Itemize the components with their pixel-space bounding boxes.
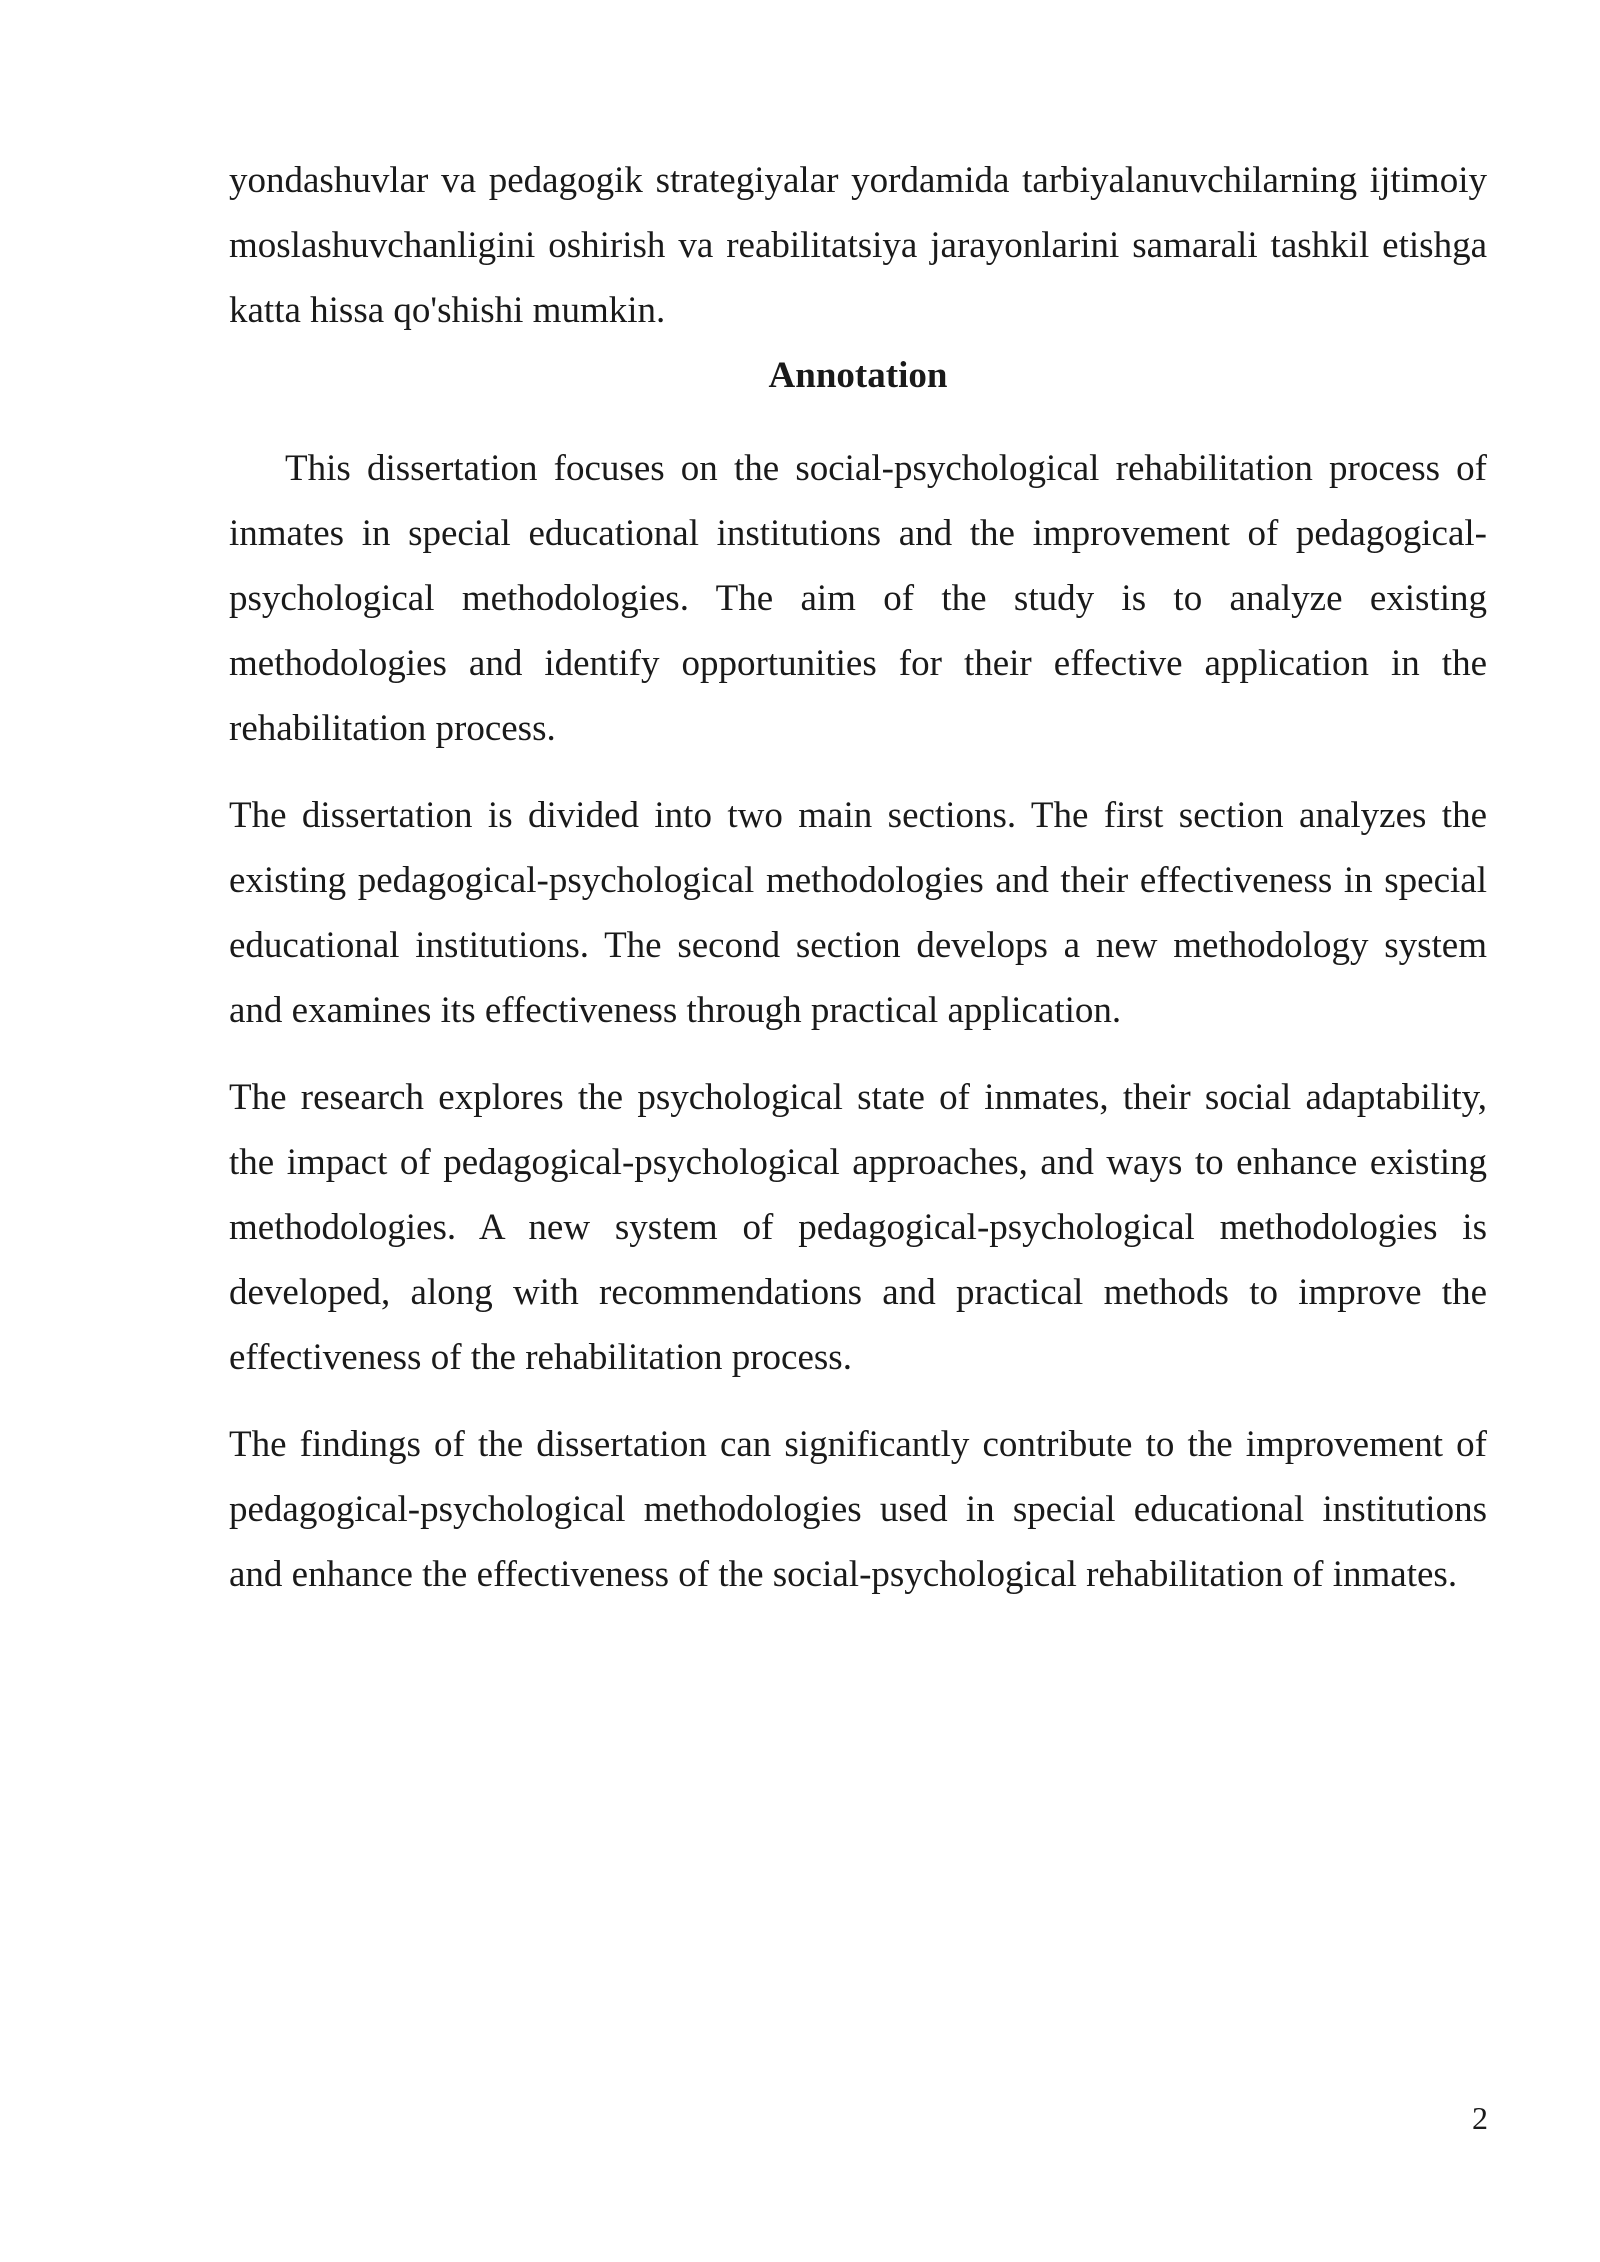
annotation-paragraph-1: This dissertation focuses on the social-psychological rehabilitation process of inmates in special educational institutions and the improvement of pedagogical-psychological methodologies. The aim of the study is to analyze existing methodologies and identify opportunities for their effective application in the rehabilitation process.	[229, 448, 1487, 749]
section-heading: Annotation	[768, 355, 948, 396]
page-body	[229, 148, 1487, 1607]
continued-paragraph: yondashuvlar va pedagogik strategiyalar yordamida tarbiyalanuvchilarning ijtimoiy moslashuvchanligini oshirish va reabilitatsiya jarayonlarini samarali tashkil etishga katta hissa qo'shishi mumkin.	[229, 160, 1487, 331]
page-number: 2	[1472, 2100, 1488, 2136]
annotation-paragraph-2: The dissertation is divided into two main sections. The first section analyzes the existing pedagogical-psychological methodologies and their effectiveness in special educational institutions. The second section develops a new methodology system and examines its effectiveness through practical application.	[229, 795, 1487, 1031]
annotation-paragraph-3: The research explores the psychological state of inmates, their social adaptability, the impact of pedagogical-psychological approaches, and ways to enhance existing methodologies. A new system of pedagogical-psychological methodologies is developed, along with recommendations and practical methods to improve the effectiveness of the rehabilitation process.	[229, 1077, 1487, 1378]
annotation-paragraph-4: The findings of the dissertation can significantly contribute to the improvement of pedagogical-psychological methodologies used in special educational institutions and enhance the effectiveness of the social-psychological rehabilitation of inmates.	[229, 1424, 1487, 1595]
